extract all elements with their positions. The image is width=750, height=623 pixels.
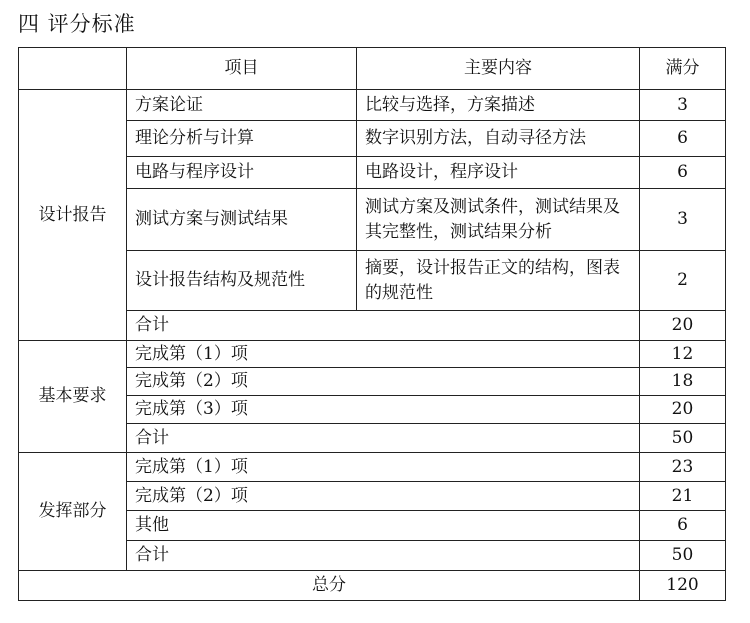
header-row	[19, 48, 726, 90]
score-cell: 12	[640, 341, 726, 368]
total-label: 总分	[19, 571, 640, 601]
header-item: 项目	[127, 48, 357, 90]
subtotal-score: 50	[640, 541, 726, 571]
content-cell: 电路设计，程序设计	[357, 157, 640, 189]
score-cell: 6	[640, 121, 726, 157]
content-cell: 比较与选择，方案描述	[357, 90, 640, 121]
category-design-report: 设计报告	[19, 90, 127, 341]
score-cell: 3	[640, 189, 726, 251]
item-cell: 完成第（1）项	[127, 341, 640, 368]
item-cell: 其他	[127, 511, 640, 541]
item-cell: 设计报告结构及规范性	[127, 251, 357, 311]
category-advanced: 发挥部分	[19, 453, 127, 571]
subtotal-label: 合计	[127, 424, 640, 453]
content-cell: 数字识别方法，自动寻径方法	[357, 121, 640, 157]
score-cell: 20	[640, 396, 726, 424]
table-row	[19, 453, 726, 482]
item-cell: 完成第（3）项	[127, 396, 640, 424]
item-cell: 电路与程序设计	[127, 157, 357, 189]
item-cell: 完成第（1）项	[127, 453, 640, 482]
score-cell: 23	[640, 453, 726, 482]
score-cell: 3	[640, 90, 726, 121]
item-cell: 完成第（2）项	[127, 482, 640, 511]
header-blank-cell	[19, 48, 127, 90]
item-cell: 理论分析与计算	[127, 121, 357, 157]
table-row	[19, 341, 726, 368]
item-cell: 完成第（2）项	[127, 368, 640, 396]
category-basic: 基本要求	[19, 341, 127, 453]
scoring-table	[18, 47, 726, 601]
subtotal-label: 合计	[127, 541, 640, 571]
table-row	[19, 90, 726, 121]
total-row	[19, 571, 726, 601]
score-cell: 18	[640, 368, 726, 396]
score-cell: 2	[640, 251, 726, 311]
subtotal-score: 20	[640, 311, 726, 341]
score-cell: 21	[640, 482, 726, 511]
subtotal-label: 合计	[127, 311, 640, 341]
item-cell: 测试方案与测试结果	[127, 189, 357, 251]
subtotal-score: 50	[640, 424, 726, 453]
content-cell: 摘要，设计报告正文的结构，图表的规范性	[357, 251, 640, 311]
total-score: 120	[640, 571, 726, 601]
score-cell: 6	[640, 511, 726, 541]
header-max: 满分	[640, 48, 726, 90]
section-heading: 四 评分标准	[18, 12, 136, 36]
content-cell: 测试方案及测试条件，测试结果及其完整性，测试结果分析	[357, 189, 640, 251]
score-cell: 6	[640, 157, 726, 189]
item-cell: 方案论证	[127, 90, 357, 121]
header-content: 主要内容	[357, 48, 640, 90]
